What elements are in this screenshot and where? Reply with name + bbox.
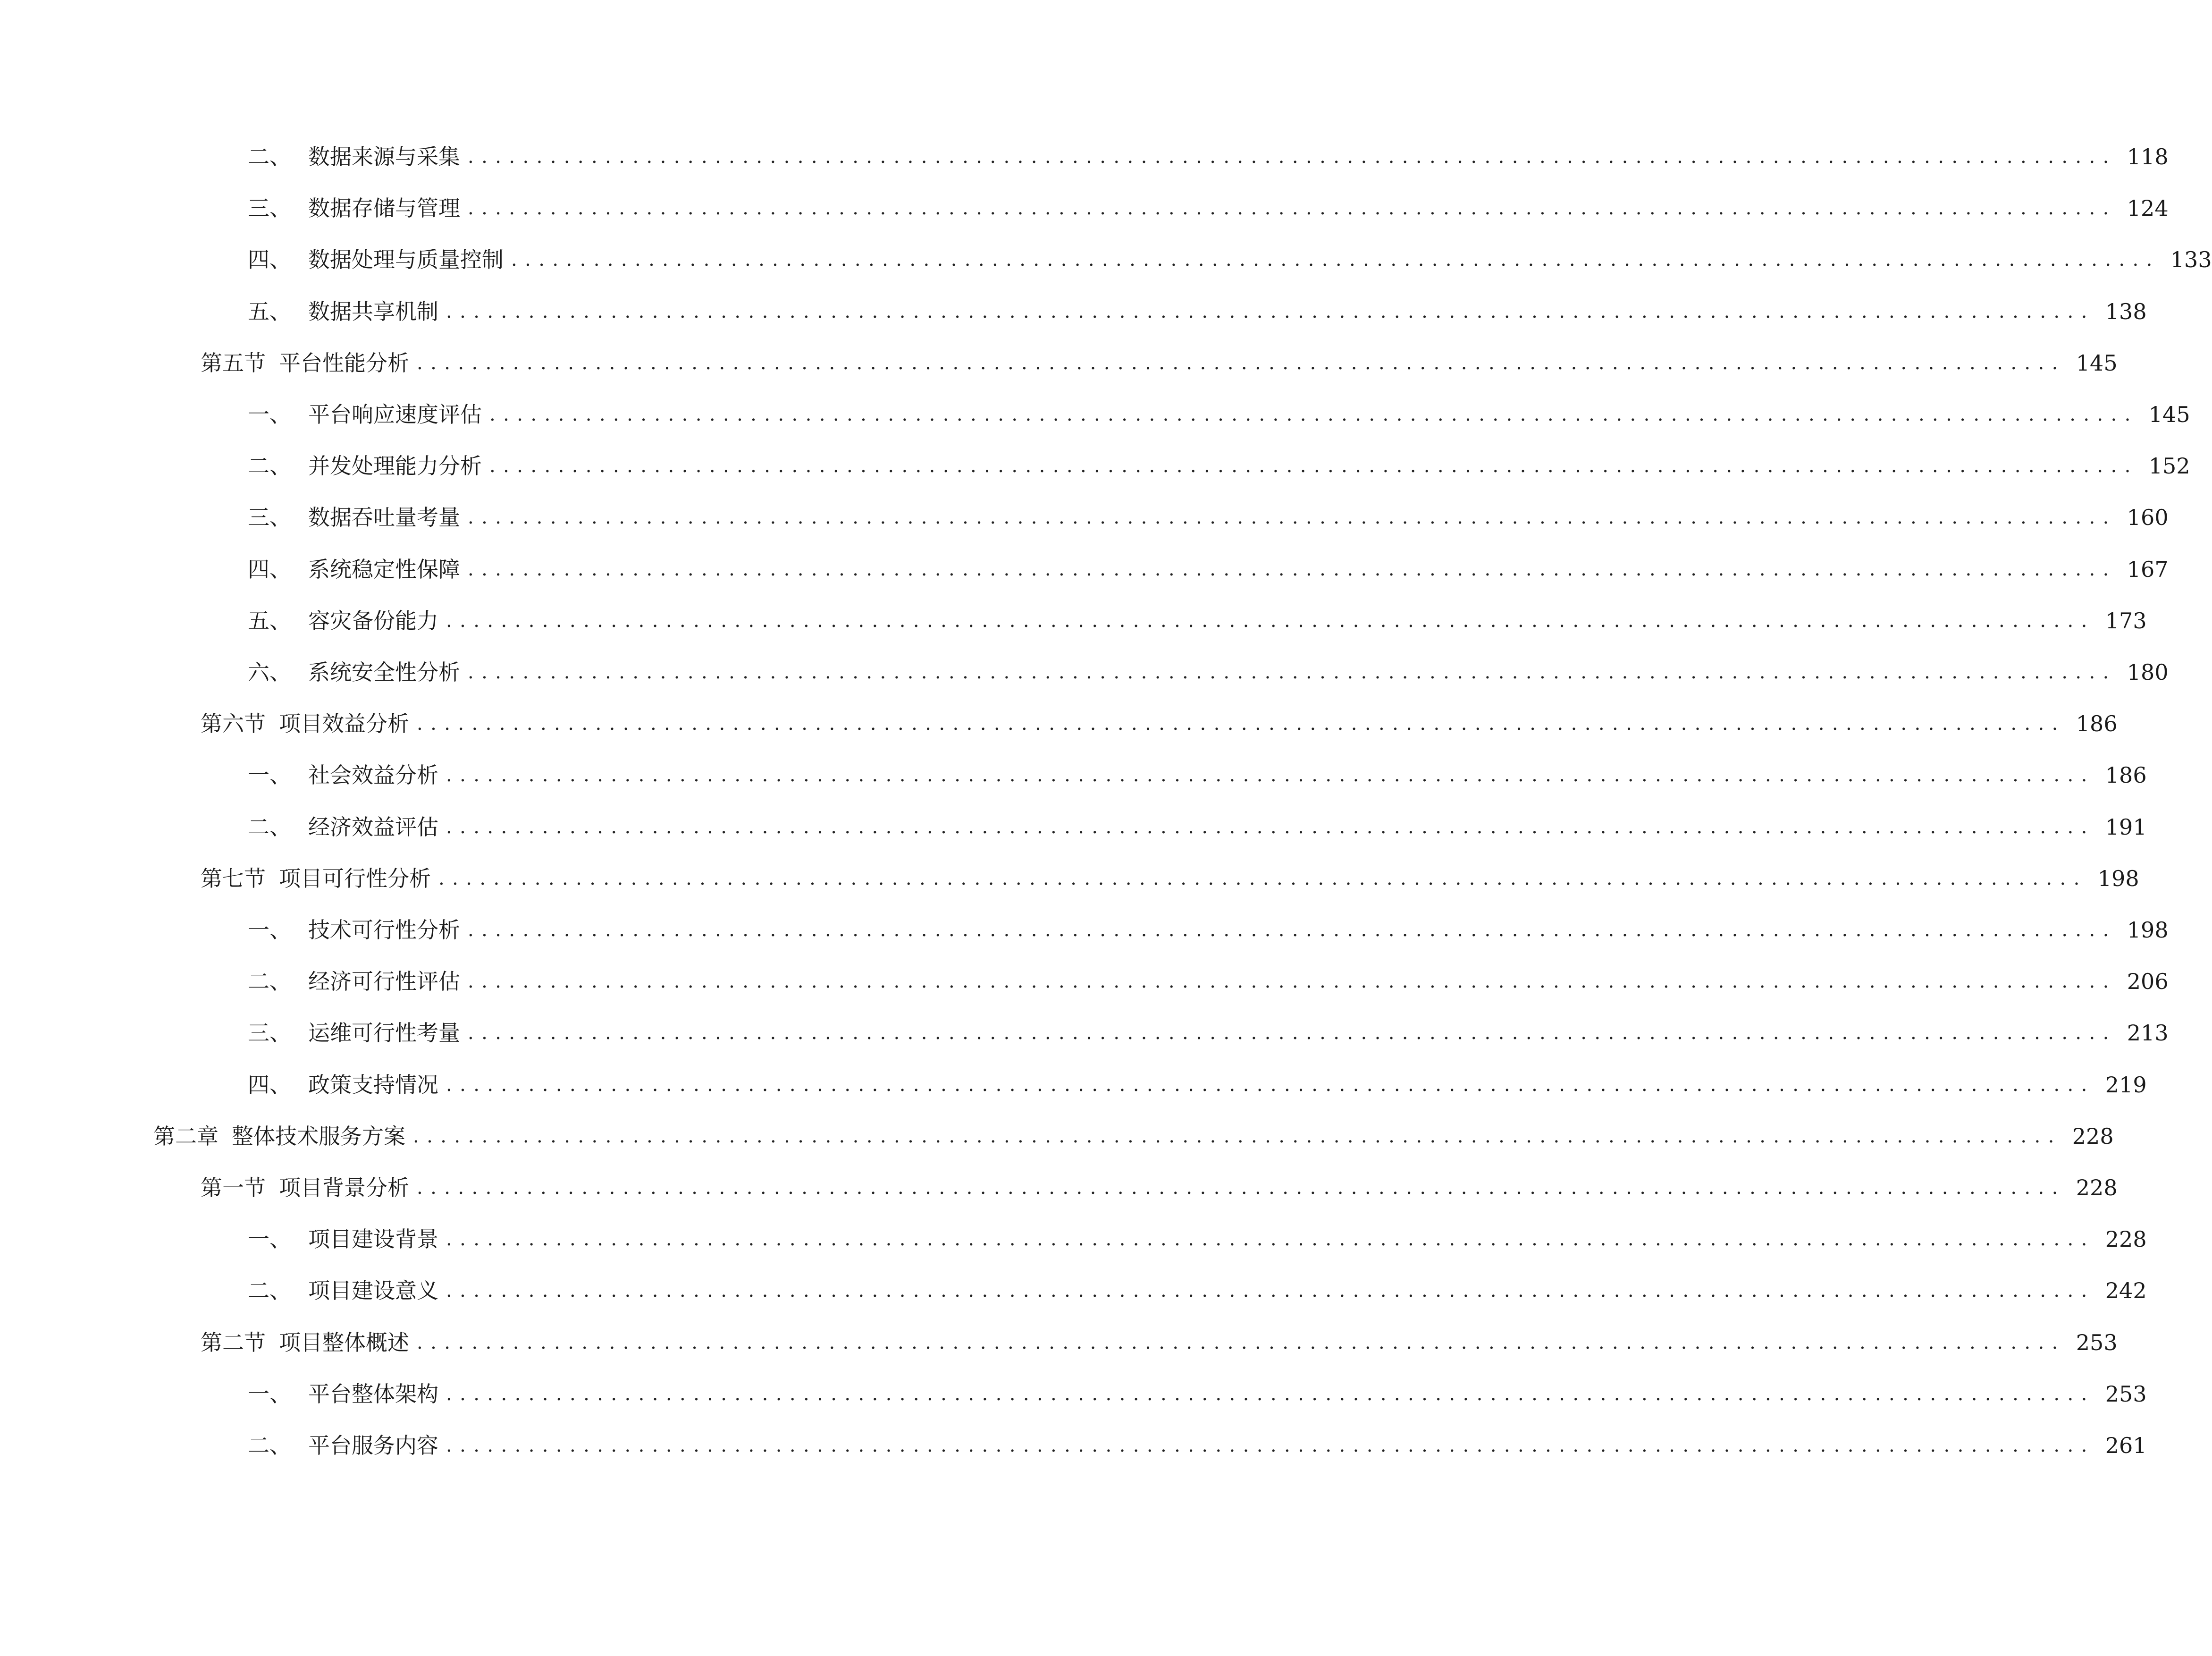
toc-entry-number: 一、	[248, 1226, 291, 1252]
toc-entry-title: 经济效益评估	[308, 814, 438, 840]
dot-leader: ........................................................................................................................	[468, 971, 2117, 992]
toc-entry-number: 三、	[248, 195, 291, 221]
toc-entry-title: 平台服务内容	[308, 1433, 438, 1458]
dot-leader: ........................................................................................................................	[417, 1177, 2066, 1199]
toc-entry-number: 二、	[248, 814, 291, 840]
toc-entry-title: 社会效益分析	[308, 762, 438, 788]
toc-entry[interactable]	[248, 241, 2212, 279]
toc-entry-title: 平台性能分析	[279, 350, 409, 376]
toc-entry[interactable]	[201, 705, 2118, 743]
toc-entry-number: 第二节	[201, 1330, 266, 1355]
toc-entry-page-number: 160	[2127, 505, 2169, 530]
toc-entry-title: 政策支持情况	[308, 1072, 438, 1098]
dot-leader: ........................................................................................................................	[413, 1125, 2062, 1147]
toc-entry-page-number: 173	[2105, 608, 2147, 634]
toc-entry-title: 项目建设背景	[308, 1226, 438, 1252]
toc-entry-page-number: 261	[2105, 1433, 2147, 1458]
toc-entry-number: 一、	[248, 402, 291, 427]
toc-entry-title: 项目可行性分析	[279, 866, 431, 891]
toc-entry-page-number: 206	[2127, 969, 2169, 994]
toc-entry-title: 运维可行性考量	[308, 1020, 460, 1046]
toc-entry-title: 数据共享机制	[308, 299, 438, 324]
toc-entry-title: 系统安全性分析	[308, 659, 460, 685]
dot-leader: ........................................................................................................................	[438, 868, 2087, 889]
toc-entry-title: 平台整体架构	[308, 1381, 438, 1407]
toc-entry-title: 技术可行性分析	[308, 917, 460, 943]
toc-entry-page-number: 253	[2105, 1381, 2147, 1407]
toc-entry-number: 五、	[248, 299, 291, 324]
toc-entry-number: 第七节	[201, 866, 266, 891]
toc-entry-title: 项目整体概述	[279, 1330, 409, 1355]
toc-entry-number: 四、	[248, 557, 291, 582]
dot-leader: ........................................................................................................................	[446, 1228, 2095, 1250]
dot-leader: ........................................................................................................................	[468, 507, 2117, 528]
toc-entry[interactable]	[201, 344, 2118, 382]
toc-entry[interactable]	[248, 396, 2190, 433]
toc-entry-page-number: 242	[2105, 1278, 2147, 1303]
toc-entry-number: 第六节	[201, 711, 266, 736]
toc-entry-page-number: 253	[2076, 1330, 2118, 1355]
toc-entry-page-number: 152	[2148, 453, 2190, 479]
toc-entry-title: 项目建设意义	[308, 1278, 438, 1303]
toc-entry[interactable]	[248, 602, 2147, 640]
dot-leader: ........................................................................................................................	[446, 301, 2095, 322]
dot-leader: ........................................................................................................................	[417, 352, 2066, 374]
toc-entry-number: 三、	[248, 505, 291, 530]
dot-leader: ........................................................................................................................	[468, 197, 2117, 219]
toc-entry[interactable]	[248, 1375, 2147, 1413]
dot-leader: ........................................................................................................................	[511, 249, 2160, 270]
toc-entry-title: 并发处理能力分析	[308, 453, 482, 479]
toc-entry-number: 一、	[248, 1381, 291, 1407]
toc-entry-number: 二、	[248, 969, 291, 994]
toc-entry-page-number: 228	[2072, 1124, 2114, 1149]
toc-entry-page-number: 228	[2105, 1226, 2147, 1252]
toc-entry-page-number: 198	[2097, 866, 2139, 891]
toc-entry[interactable]	[248, 911, 2169, 949]
toc-entry-page-number: 213	[2127, 1020, 2169, 1046]
dot-leader: ........................................................................................................................	[417, 1332, 2066, 1353]
dot-leader: ........................................................................................................................	[468, 919, 2117, 941]
toc-entry[interactable]	[153, 1117, 2114, 1155]
toc-entry-number: 四、	[248, 1072, 291, 1098]
toc-entry-page-number: 124	[2127, 195, 2169, 221]
dot-leader: ........................................................................................................................	[446, 1074, 2095, 1096]
toc-entry[interactable]	[248, 756, 2147, 794]
dot-leader: ........................................................................................................................	[468, 661, 2117, 683]
toc-entry-number: 二、	[248, 1433, 291, 1458]
toc-entry[interactable]	[201, 1169, 2118, 1207]
toc-entry-page-number: 198	[2127, 917, 2169, 943]
toc-entry-page-number: 145	[2076, 350, 2118, 376]
toc-entry[interactable]	[248, 1427, 2147, 1464]
toc-entry-page-number: 180	[2127, 659, 2169, 685]
dot-leader: ........................................................................................................................	[489, 455, 2138, 477]
dot-leader: ........................................................................................................................	[446, 816, 2095, 838]
dot-leader: ........................................................................................................................	[446, 610, 2095, 632]
toc-entry-page-number: 191	[2105, 814, 2147, 840]
toc-entry[interactable]	[248, 447, 2190, 485]
toc-entry[interactable]	[248, 189, 2169, 227]
toc-entry-number: 第二章	[153, 1124, 219, 1149]
dot-leader: ........................................................................................................................	[489, 404, 2138, 425]
toc-entry-title: 数据吞吐量考量	[308, 505, 460, 530]
dot-leader: ........................................................................................................................	[446, 764, 2095, 786]
toc-entry-number: 四、	[248, 247, 291, 272]
toc-entry-page-number: 167	[2127, 557, 2169, 582]
toc-entry[interactable]	[248, 138, 2169, 176]
toc-entry[interactable]	[201, 860, 2139, 897]
dot-leader: ........................................................................................................................	[468, 146, 2117, 168]
toc-entry-page-number: 118	[2127, 144, 2169, 169]
toc-entry-title: 项目效益分析	[279, 711, 409, 736]
toc-entry-number: 第一节	[201, 1175, 266, 1200]
toc-entry-title: 经济可行性评估	[308, 969, 460, 994]
toc-entry-number: 三、	[248, 1020, 291, 1046]
toc-entry-title: 平台响应速度评估	[308, 402, 482, 427]
toc-entry[interactable]	[201, 1324, 2118, 1361]
toc-entry[interactable]	[248, 1014, 2169, 1052]
toc-entry[interactable]	[248, 653, 2169, 691]
dot-leader: ........................................................................................................................	[468, 1022, 2117, 1044]
toc-entry-number: 一、	[248, 762, 291, 788]
dot-leader: ........................................................................................................................	[446, 1435, 2095, 1456]
toc-entry-page-number: 138	[2105, 299, 2147, 324]
toc-entry-page-number: 186	[2105, 762, 2147, 788]
toc-entry[interactable]	[248, 1272, 2147, 1310]
toc-entry[interactable]	[248, 550, 2169, 588]
toc-entry-page-number: 228	[2076, 1175, 2118, 1200]
toc-entry-number: 第五节	[201, 350, 266, 376]
toc-entry-number: 二、	[248, 144, 291, 169]
toc-entry-number: 二、	[248, 1278, 291, 1303]
toc-entry[interactable]	[248, 1220, 2147, 1258]
toc-entry-number: 一、	[248, 917, 291, 943]
toc-entry[interactable]	[248, 498, 2169, 536]
toc-entry-number: 六、	[248, 659, 291, 685]
toc-entry-title: 项目背景分析	[279, 1175, 409, 1200]
toc-entry-number: 五、	[248, 608, 291, 634]
toc-entry-title: 容灾备份能力	[308, 608, 438, 634]
toc-entry-page-number: 145	[2148, 402, 2190, 427]
toc-entry[interactable]	[248, 963, 2169, 1000]
toc-entry-title: 整体技术服务方案	[232, 1124, 405, 1149]
toc-entry-title: 数据存储与管理	[308, 195, 460, 221]
toc-entry-page-number: 219	[2105, 1072, 2147, 1098]
toc-entry[interactable]	[248, 808, 2147, 846]
toc-entry-title: 系统稳定性保障	[308, 557, 460, 582]
toc-entry-title: 数据处理与质量控制	[308, 247, 504, 272]
toc-entry[interactable]	[248, 293, 2147, 330]
dot-leader: ........................................................................................................................	[417, 713, 2066, 735]
toc-entry-page-number: 133	[2170, 247, 2212, 272]
toc-entry-page-number: 186	[2076, 711, 2118, 736]
toc-entry-number: 二、	[248, 453, 291, 479]
toc-entry[interactable]	[248, 1066, 2147, 1104]
dot-leader: ........................................................................................................................	[468, 558, 2117, 580]
dot-leader: ........................................................................................................................	[446, 1383, 2095, 1405]
toc-entry-title: 数据来源与采集	[308, 144, 460, 169]
dot-leader: ........................................................................................................................	[446, 1280, 2095, 1301]
